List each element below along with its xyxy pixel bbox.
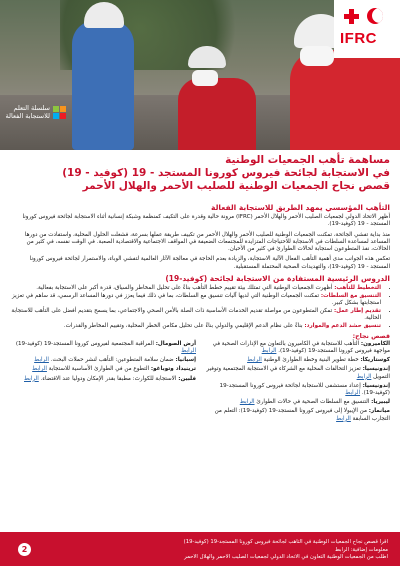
red-crescent-icon: [367, 8, 383, 24]
title-line-1: مساهمة تأهب الجمعيات الوطنية: [225, 154, 390, 166]
lesson-label: التخطيط للتأهب:: [334, 285, 381, 292]
section-heading: التأهب المؤسسي يمهد الطريق للاستجابة الفعالة: [211, 203, 390, 212]
story-link[interactable]: الرابط: [345, 390, 361, 397]
story-link[interactable]: الرابط: [336, 415, 351, 422]
success-stories: [10, 341, 390, 425]
section-heading: الدروس الرئيسية المستفادة من الاستجابة لجائحة (كوفيد-19): [165, 274, 390, 284]
story-text: من الإيبولا إلى فيروس كورونا المستجد-19 (كوفيد-19): التعلم من التجارب السابقة: [214, 408, 390, 422]
story-link[interactable]: الرابط: [24, 375, 39, 382]
photo-person-volunteer: [72, 20, 134, 150]
lesson-item: [10, 323, 381, 330]
story-text: التأهب للاستجابة في الكاميرون بالتعاون مع الإدارات الصحية في مواجهة فيروس كورونا المستجد-19 (كوفيد-19).: [212, 340, 390, 355]
tag-line-2: للاستجابة الفعالة: [5, 112, 50, 120]
paragraph: أظهر الاتحاد الدولي لجمعيات الصليب الأحمر والهلال الأحمر (IFRC) مرونة حالية وقدرة على التكيف كمنظمة وشبكة إنسانية أثناء الاستجابة لجائحة فيروس كورونا المستجد - 19 (كوفيد-19).: [22, 214, 390, 228]
story-text: المراقبة المجتمعية لفيروس كورونا المستجد-19 (كوفيد-19): [15, 340, 154, 347]
story-item: [10, 357, 196, 364]
story-link[interactable]: الرابط: [34, 357, 49, 364]
story-item: [204, 341, 390, 356]
lesson-text: تمكنت الجمعيات الوطنية التي لديها آليات تنسيق مع السلطات، بما في ذلك فيما يعزز في دورها المساعد الرسمي، قد ساهم في تعزيز استجابتها بشكل كبير.: [12, 292, 381, 307]
story-link[interactable]: الرابط: [261, 348, 277, 355]
photo-mask: [300, 46, 334, 66]
story-text: خطة تطوير البنية وخطة الطوارئ الوطنية: [263, 357, 359, 364]
photo-person-red-cross: [178, 78, 256, 150]
lesson-text: أظهرت الجمعيات الوطنية التي تمتلك بيئة تقييم خطط التأهب بناءً على تحليل المخاطر والسياق، قدرة أكبر على الاستجابة بفعالية.: [36, 285, 333, 292]
lesson-item: [10, 285, 381, 292]
stories-column-left: [10, 341, 196, 425]
story-link[interactable]: الرابط: [356, 373, 372, 380]
ifrc-wordmark: IFRC: [340, 30, 377, 47]
story-text: التطوع من في الطوارئ الأساسية للاستجابة: [48, 366, 150, 373]
story-country: ترينيداد وتوباغو:: [150, 366, 196, 373]
story-text: التنسيق مع السلطات الصحية في حالات الطوارئ: [256, 399, 370, 406]
story-link[interactable]: الرابط: [247, 357, 262, 364]
footer-line: اطلب من الجمعيات الوطنية التعاون في الاتحاد الدولي لجمعيات الصليب الأحمر والهلال الأحمر: [184, 554, 388, 560]
page-number: 2: [18, 543, 31, 556]
footer-banner: [0, 532, 400, 566]
title-line-3: قصص نجاح الجمعيات الوطنية للصليب الأحمر والهلال الأحمر: [82, 180, 390, 192]
tag-color-grid-icon: [53, 106, 66, 119]
story-country: أرض الصومال:: [155, 340, 196, 347]
story-country: كوستاريكا:: [360, 357, 390, 364]
story-item: [10, 376, 196, 383]
story-country: الكاميرون:: [360, 340, 390, 347]
paragraph: منذ بداية تفشي الجائحة، تمكنت الجمعيات الوطنية للصليب الأحمر والهلال الأحمر من تكييف طريقة عملها بسرعة، فشغلت الحلول المحلية، واستفادت من دورها المساعد لمساعدة السلطات في الاستجابة للاحتياجات المتزايدة للمجتمعات الضعيفة في المواقف الاجتماعية والاقتصادية الصعبة. في الوقت نفسه، في كثير من الحالات، نفذ المتطوعون استجابة لحالات الطوارئ في كثير من الأحيان.: [24, 231, 390, 253]
tag-square: [60, 106, 66, 112]
story-item: [204, 366, 390, 381]
page-title: [10, 154, 390, 193]
stories-column-right: [204, 341, 390, 425]
story-country: ليبيريا:: [371, 399, 390, 406]
story-item: [204, 357, 390, 364]
footer-text: [48, 539, 388, 562]
story-link[interactable]: الرابط: [239, 399, 255, 406]
lesson-text: تمكن المتطوعون من مواصلة تقديم الخدمات الأساسية ذات الصلة بالأمن الصحي والاجتماعي، بما يسمح بتقديم أفضل على التأهب للاستجابة الحالية.: [11, 308, 381, 322]
photo-mask: [192, 70, 218, 86]
story-country: إسبانيا:: [175, 357, 196, 364]
story-item: [10, 341, 196, 356]
footer-line: معلومات إضافية: الرابط: [334, 546, 388, 553]
story-text: تعزيز التحالفات المحلية مع الشركاء في الاستجابة المجتمعية وتوفير التمويل: [206, 366, 390, 380]
story-country: إندونيسيا:: [362, 382, 390, 389]
lesson-label: تقديم إطار عمل:: [333, 308, 381, 315]
success-stories-heading: قصص نجاح:: [352, 332, 390, 340]
story-link[interactable]: الرابط: [32, 366, 47, 373]
tag-square: [53, 106, 59, 112]
story-item: [204, 399, 390, 406]
lesson-label: التنسيق مع السلطات:: [320, 292, 381, 299]
ifrc-logo: [334, 0, 400, 58]
lesson-label: تنسيق حشد الدعم والموارد:: [304, 323, 381, 330]
lessons-list: [10, 285, 390, 331]
tag-line-1: سلسلة التعلم: [13, 104, 50, 112]
paragraph: تعكس هذه الجوانب مدى أهمية التأهب الفعال الآلية الاستجابة، والزيادة بعدم الحاجة في معالجة الآثار العالمية لتفشي الوباء، والاستمرار لجائحة فيروس كورونا المستجد - 19 (كوفيد-19)، والتهديدات الصحية المحتملة المستقبلية.: [29, 256, 390, 270]
story-country: ميانمار:: [368, 408, 390, 415]
story-item: [204, 408, 390, 423]
story-text: الاستجابة للكوارث: مطبقا بقدر الإمكان ودوليا عند الاقتضاء.: [40, 375, 177, 382]
story-text: ضمان سلامة المتطوعين: التأهب لنشر حملات البحث.: [50, 357, 174, 364]
red-cross-icon: [344, 9, 359, 24]
story-item: [10, 366, 196, 373]
story-country: إندونيسيا:: [362, 366, 390, 373]
footer-line: اقرأ قصص نجاح الجمعيات الوطنية في التأهب لجائحة فيروس كورونا المستجد-19 (كوفيد-19): [183, 539, 388, 545]
tag-square: [53, 113, 59, 119]
story-item: [204, 383, 390, 398]
lesson-text: بناءً على نظام الدعم الإقليمي والدولي بناءً على تحليل مكامن الخطر المحلية، وتقييم المخاطر والقدرات.: [63, 323, 303, 330]
title-line-2: في الاستجابة لجائحة فيروس كورونا المستجد - 19 (كوفيد - 19): [62, 167, 390, 179]
lesson-item: [10, 293, 381, 308]
story-country: فلبين:: [178, 375, 196, 382]
document-body: [10, 200, 390, 425]
tag-square: [60, 113, 66, 119]
story-text: إعداد مستشفى للاستجابة لجائحة فيروس كورونا المستجد-19 (كوفيد-19).: [219, 382, 390, 397]
lesson-item: [10, 308, 381, 323]
learning-series-tag: [4, 104, 66, 146]
story-link[interactable]: الرابط: [181, 348, 196, 355]
